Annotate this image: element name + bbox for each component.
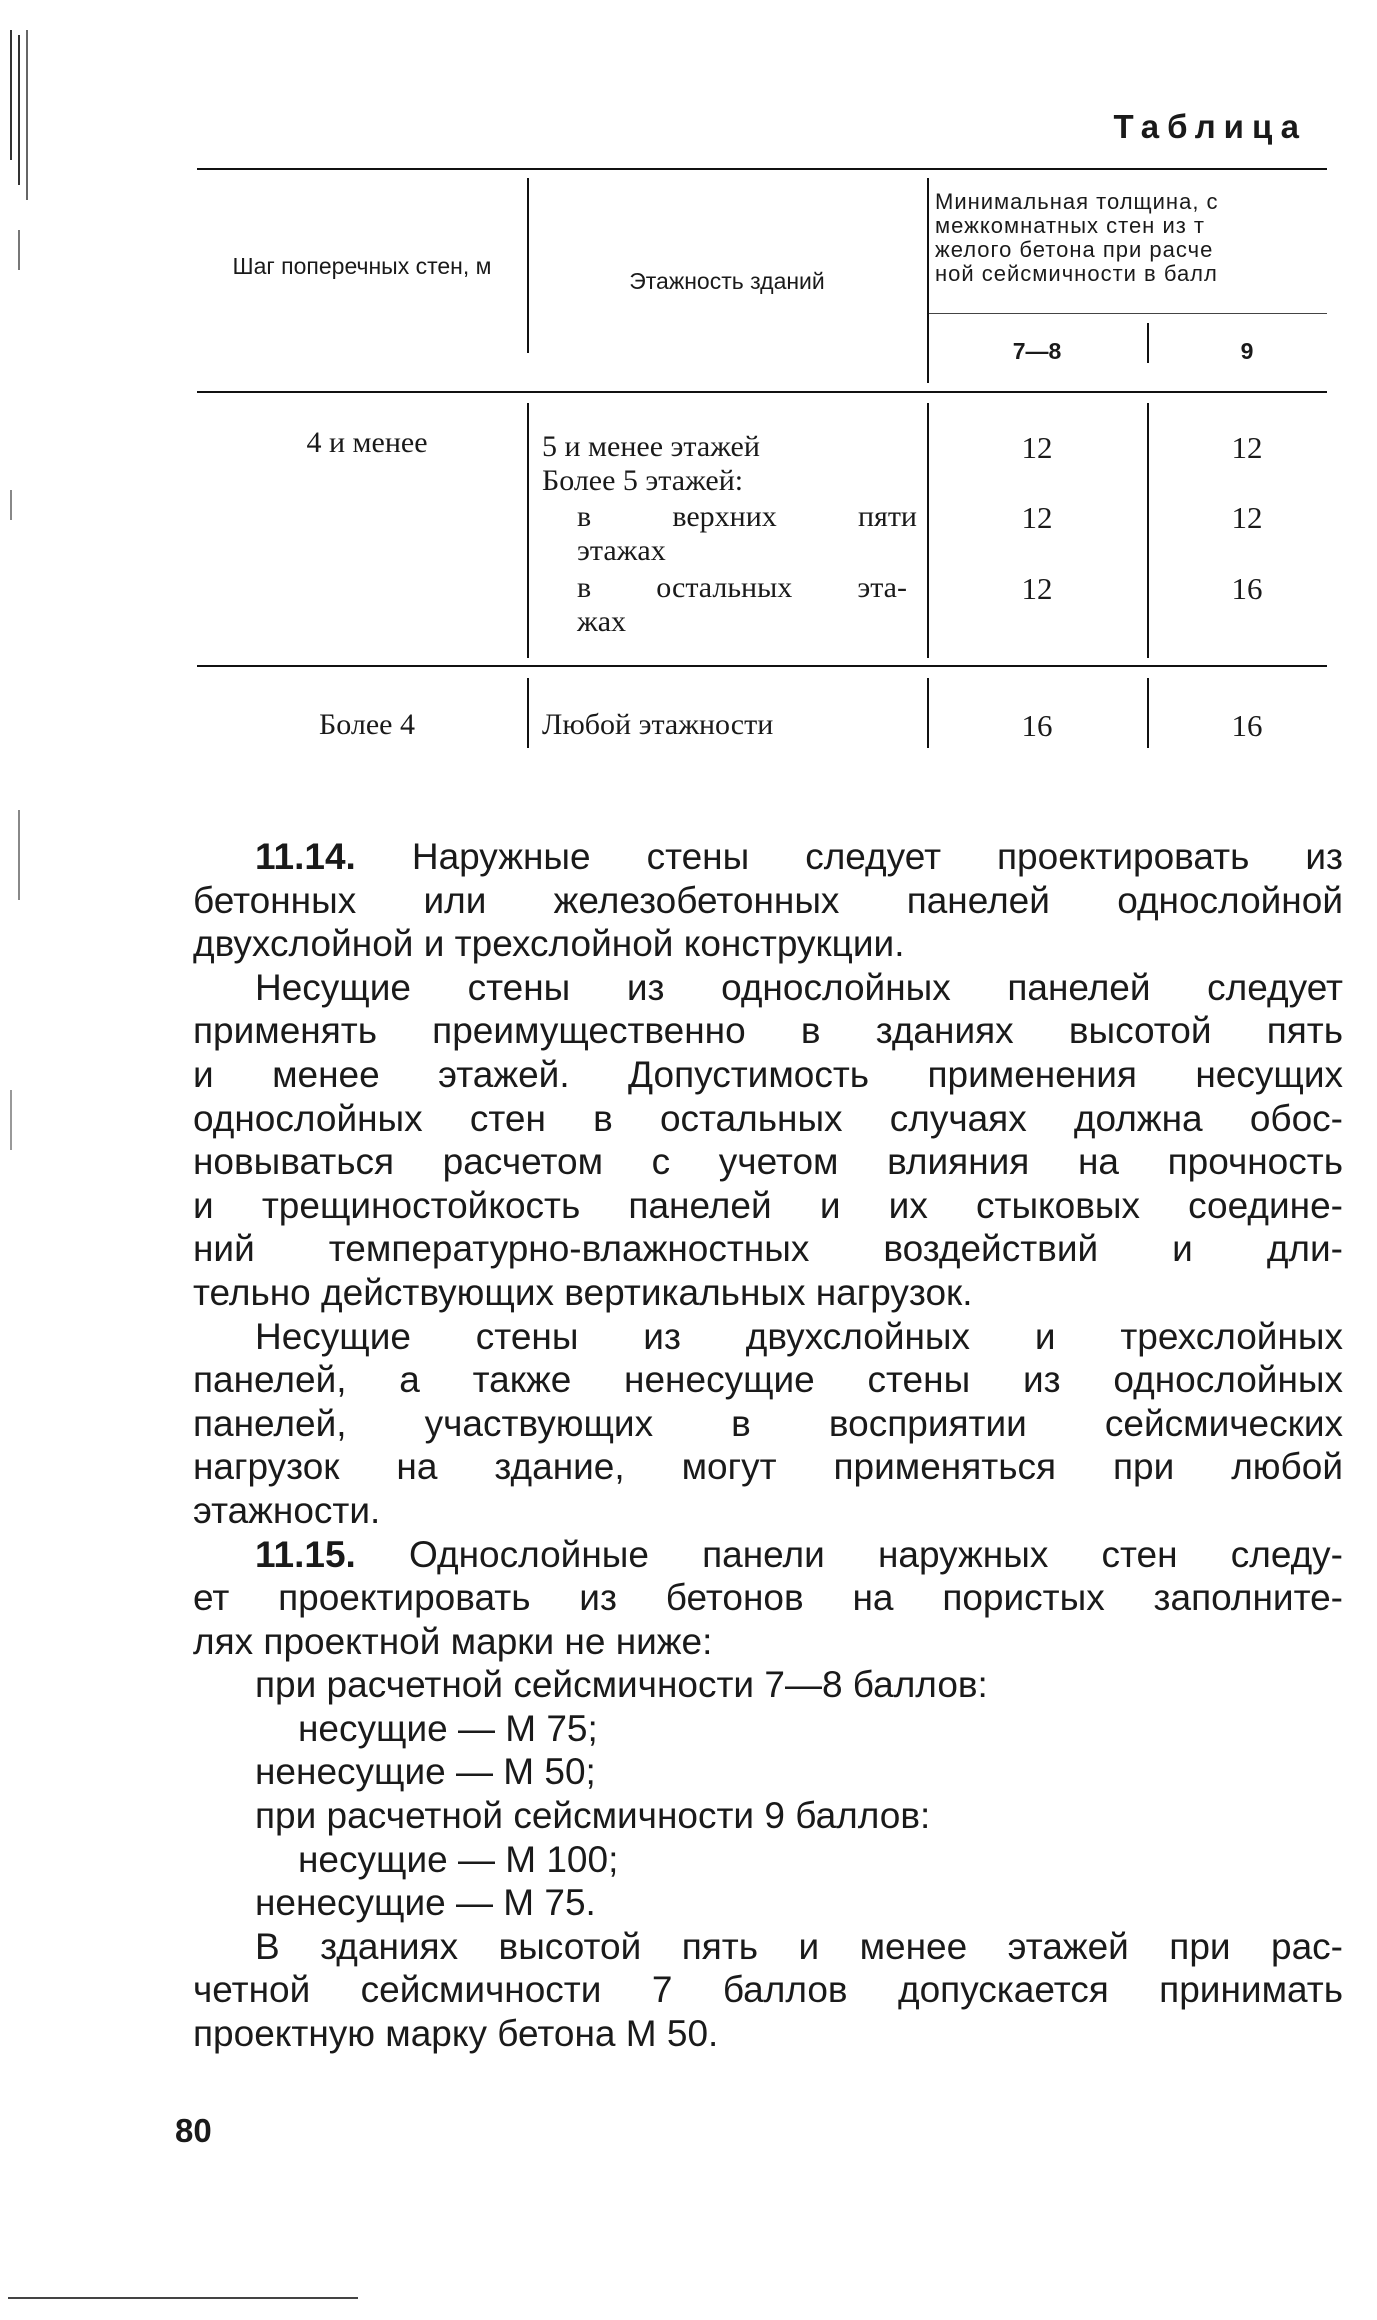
paragraph-five-floors-line: проектную марку бетона М 50. (193, 2013, 719, 2055)
paragraph-11-15-line: ет проектировать из бетонов на пористых заполните- (193, 1577, 1343, 1619)
row1-col-divider-2 (927, 403, 929, 658)
row1-floors-line: в верхних пяти (577, 500, 917, 533)
scan-edge-marks (8, 30, 32, 1280)
row1-col-divider-3 (1147, 403, 1149, 658)
clause-text: Однослойные панели наружных стен следу- (409, 1533, 1343, 1575)
paragraph-five-floors-line: В зданиях высотой пять и менее этажей при рас- (255, 1925, 1343, 1967)
row1-value-7-8: 12 (1021, 571, 1053, 606)
requirement-list-item: при расчетной сейсмичности 7—8 баллов: (255, 1664, 988, 1706)
row1-floors-line: в остальных эта- (577, 571, 907, 604)
clause-number: 11.15. (255, 1533, 356, 1575)
data-table (197, 168, 1307, 748)
paragraph-bearing-walls-line: Несущие стены из однослойных панелей следует (255, 966, 1343, 1008)
header-min-thickness-line: ной сейсмичности в балл (935, 261, 1218, 286)
subheader-9: 9 (1240, 338, 1254, 364)
header-min-thickness-line: межкомнатных стен из т (935, 213, 1206, 238)
row1-value-9: 16 (1231, 571, 1263, 606)
row1-floors-line: 5 и менее этажей (542, 430, 760, 463)
paragraph-five-floors-line: четной сейсмичности 7 баллов допускается принимать (193, 1969, 1343, 2011)
paragraph-bearing-walls-line: и трещиностойкость панелей и их стыковых соедине- (193, 1184, 1343, 1226)
table-header-rule (197, 391, 1327, 393)
table-top-rule (197, 168, 1327, 170)
table-row-divider (197, 665, 1327, 667)
header-col-divider-1 (527, 178, 529, 353)
requirement-list-item: ненесущие — М 75. (255, 1882, 596, 1924)
row1-value-7-8: 12 (1021, 500, 1053, 535)
paragraph-multilayer-line: панелей, а также ненесущие стены из однослойных (193, 1359, 1343, 1401)
row2-col-divider-1 (527, 678, 529, 748)
row2-value-9: 16 (1231, 708, 1263, 743)
header-min-thickness (935, 190, 1345, 286)
requirement-list-item: несущие — М 100; (298, 1838, 619, 1880)
row2-col-divider-3 (1147, 678, 1149, 748)
paragraph-multilayer-line: Несущие стены из двухслойных и трехслойных (255, 1315, 1343, 1357)
requirement-list-item: ненесущие — М 50; (255, 1751, 596, 1793)
page-number: 80 (175, 2112, 212, 2149)
requirement-list-item: при расчетной сейсмичности 9 баллов: (255, 1795, 931, 1837)
requirement-list-item: несущие — М 75; (298, 1707, 598, 1749)
subheader-col-divider (1147, 323, 1149, 363)
row2-col-divider-2 (927, 678, 929, 748)
subheader-rule (927, 313, 1327, 314)
paragraph-11-14-line: двухслойной и трехслойной конструкции. (193, 923, 905, 965)
paragraph-bearing-walls-line: ний температурно-влажностных воздействий и дли- (193, 1228, 1343, 1270)
footer-rule (8, 2297, 358, 2299)
paragraph-11-15-line (193, 1533, 1343, 1577)
paragraph-bearing-walls-line: применять преимущественно в зданиях высотой пять (193, 1010, 1343, 1052)
paragraph-11-14-line: бетонных или железобетонных панелей однослойной (193, 879, 1343, 921)
row2-value-7-8: 16 (1021, 708, 1053, 743)
paragraph-multilayer-line: панелей, участвующих в восприятии сейсмических (193, 1402, 1343, 1444)
header-min-thickness-line: Минимальная толщина, с (935, 190, 1219, 214)
row1-floors-line: жах (577, 605, 627, 638)
row1-value-9: 12 (1231, 500, 1263, 535)
row1-floors-line: Более 5 этажей: (542, 464, 744, 497)
body-text (193, 835, 1343, 2056)
row2-floors-line: Любой этажности (542, 708, 774, 741)
paragraph-bearing-walls-line: тельно действующих вертикальных нагрузок. (193, 1271, 973, 1313)
paragraph-multilayer-line: этажности. (193, 1489, 381, 1531)
header-col-divider-2 (927, 178, 929, 383)
paragraph-multilayer-line: нагрузок на здание, могут применяться при любой (193, 1446, 1343, 1488)
row1-floors-line: этажах (577, 534, 666, 567)
clause-number: 11.14. (255, 836, 356, 877)
header-step: Шаг поперечных стен, м (232, 253, 492, 279)
row1-value-7-8: 12 (1021, 430, 1053, 465)
paragraph-bearing-walls-line: однослойных стен в остальных случаях должна обос- (193, 1097, 1343, 1139)
paragraph-11-15-line: лях проектной марки не ниже: (193, 1620, 713, 1662)
paragraph-bearing-walls-line: и менее этажей. Допустимость применения несущих (193, 1053, 1343, 1095)
header-floors: Этажность зданий (629, 268, 825, 294)
row2-step: Более 4 (319, 708, 415, 741)
paragraph-11-14-line (193, 835, 1343, 879)
subheader-7-8: 7—8 (1012, 338, 1062, 364)
row1-step: 4 и менее (306, 426, 428, 459)
clause-text: Наружные стены следует проектировать из (411, 836, 1343, 877)
row1-value-9: 12 (1231, 430, 1263, 465)
table-title: Таблица (1113, 108, 1307, 145)
paragraph-bearing-walls-line: новываться расчетом с учетом влияния на прочность (193, 1141, 1343, 1183)
header-min-thickness-line: желого бетона при расче (935, 237, 1214, 262)
row1-col-divider-1 (527, 403, 529, 658)
